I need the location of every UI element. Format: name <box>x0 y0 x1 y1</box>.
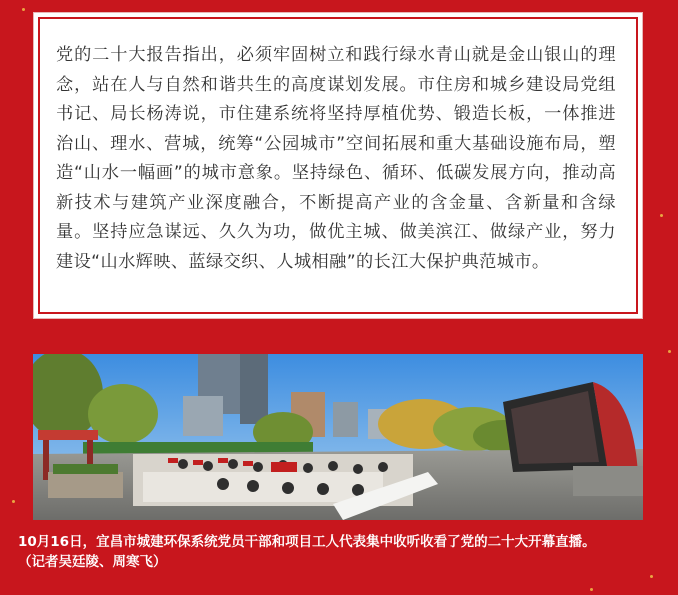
decor-speck <box>590 588 593 591</box>
caption-line-2: （记者吴廷陵、周寒飞） <box>18 554 167 570</box>
article-paragraph: 党的二十大报告指出，必须牢固树立和践行绿水青山就是金山银山的理念，站在人与自然和谐共生的高度谋划发展。市住房和城乡建设局党组书记、局长杨涛说，市住建系统将坚持厚植优势、锻造长板，一体推进治山、理水、营城，统筹“公园城市”空间拓展和重大基础设施布局，塑造“山水一幅画”的城市意象。坚持绿色、循环、低碳发展方向，推动高新技术与建筑产业深度融合，不断提高产业的含金量、含新量和含绿量。坚持应急谋远、久久为功，做优主城、做美滨江、做绿产业，努力建设“山水辉映、蓝绿交织、人城相融”的长江大保护典范城市。 <box>56 45 616 272</box>
decor-speck <box>650 575 653 578</box>
photo-caption <box>18 532 668 572</box>
event-photo <box>33 354 643 520</box>
article-card <box>33 12 643 319</box>
decor-speck <box>668 350 671 353</box>
decor-speck <box>660 214 663 217</box>
caption-line-1: 10月16日，宜昌市城建环保系统党员干部和项目工人代表集中收听收看了党的二十大开幕直播。 <box>18 534 596 550</box>
decor-speck <box>22 8 25 11</box>
decor-speck <box>12 500 15 503</box>
